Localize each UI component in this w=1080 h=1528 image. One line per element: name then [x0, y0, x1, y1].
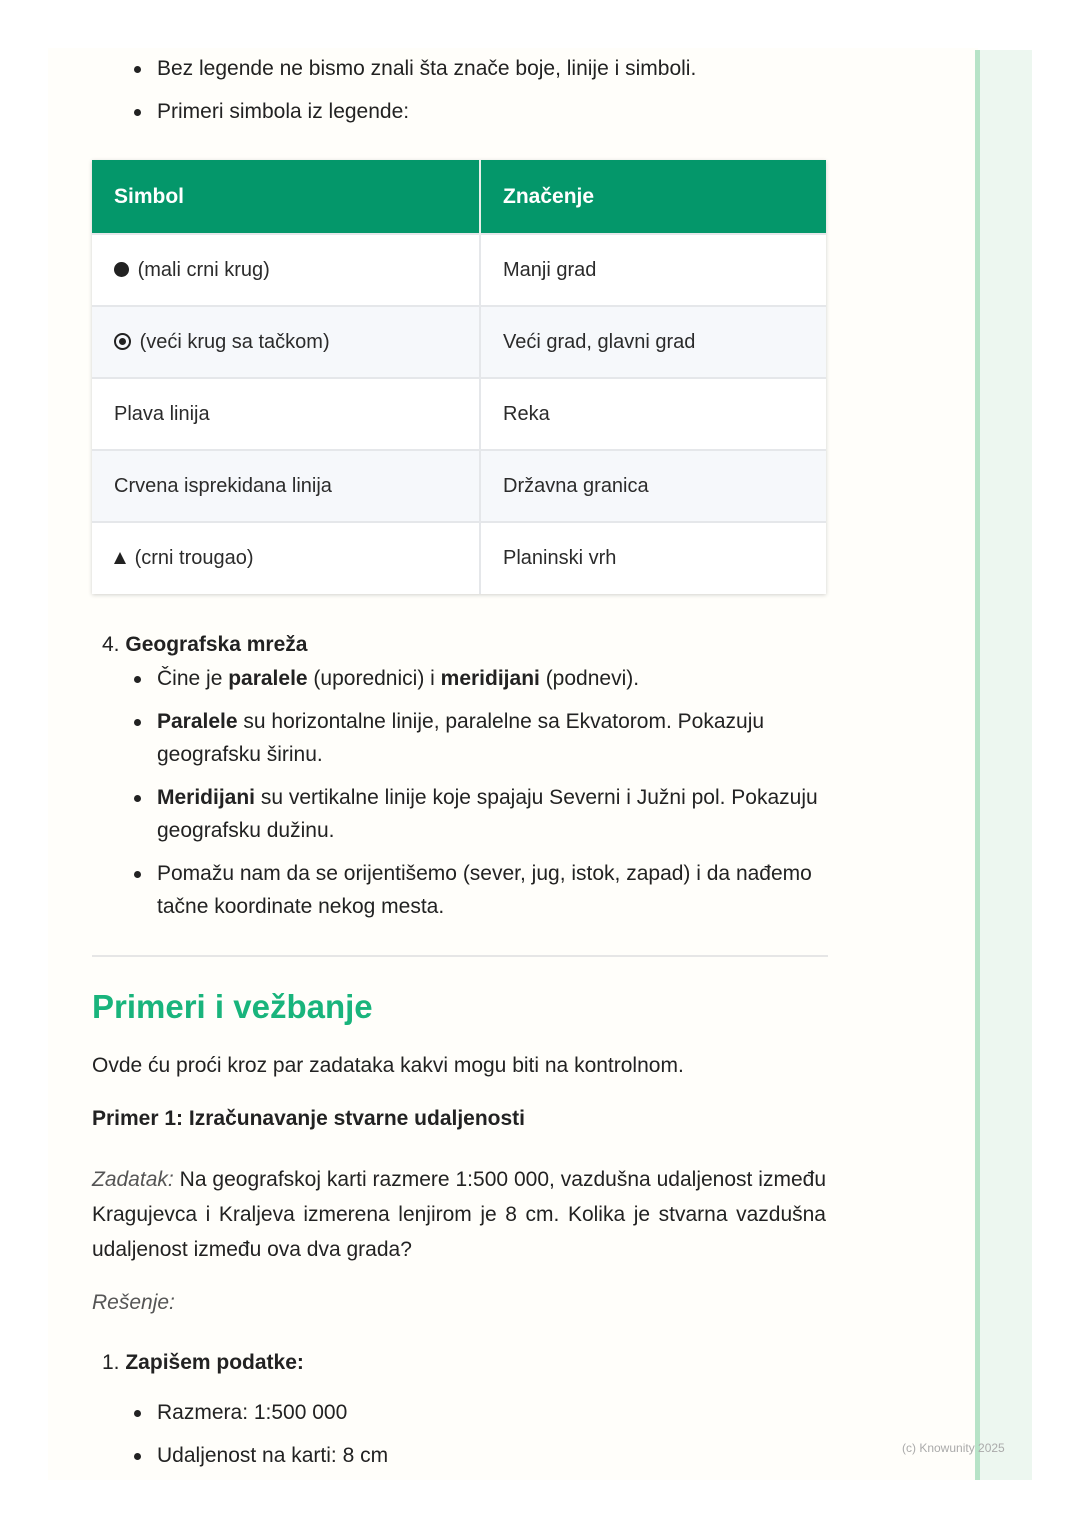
table-row — [92, 522, 826, 594]
examples-intro: Ovde ću proći kroz par zadataka kakvi mogu biti na kontrolnom. — [92, 1054, 684, 1077]
meaning-cell: Državna granica — [480, 450, 826, 522]
primer1-title: Primer 1: Izračunavanje stvarne udaljenosti — [92, 1107, 526, 1130]
zadatak-paragraph — [92, 1162, 826, 1267]
table-row — [92, 450, 826, 522]
legend-symbol-table — [92, 160, 826, 594]
list-item: Meridijani su vertikalne linije koje spajaju Severni i Južni pol. Pokazuju geografsku dužinu. — [92, 781, 828, 847]
section4-bullet-list — [92, 662, 828, 923]
symbol-cell: Crvena isprekidana linija — [92, 450, 480, 522]
section-title: Geografska mreža — [125, 633, 308, 656]
list-item: Razmera: 1:500 000 — [92, 1396, 828, 1429]
copyright-footer: (c) Knowunity 2025 — [902, 1441, 1005, 1455]
intro-bullet-list — [92, 52, 696, 138]
solution-step-1 — [92, 1348, 828, 1480]
table-row — [92, 306, 826, 378]
table-header-row — [92, 160, 826, 234]
resenje-label: Rešenje: — [92, 1291, 175, 1314]
column-header-symbol: Simbol — [92, 160, 480, 234]
meaning-cell: Reka — [480, 378, 826, 450]
section-divider — [92, 955, 828, 957]
table-row — [92, 378, 826, 450]
table-row — [92, 234, 826, 306]
side-margin-strip — [975, 50, 1032, 1480]
numbered-heading: 4. Geografska mreža — [102, 633, 308, 656]
meaning-cell: Planinski vrh — [480, 522, 826, 594]
zadatak-label: Zadatak: — [92, 1168, 174, 1191]
list-item: Čine je paralele (uporednici) i meridijani (podnevi). — [92, 662, 828, 695]
black-dot-icon — [114, 262, 129, 277]
list-item: Bez legende ne bismo znali šta znače boje, linije i simboli. — [92, 52, 696, 85]
symbol-text: (veći krug sa tačkom) — [139, 330, 330, 353]
zadatak-text: Na geografskoj karti razmere 1:500 000, vazdušna udaljenost između Kragujevca i Kraljeva izmerena lenjirom je 8 cm. Kolika je stvarna vazdušna udaljenost između ova dva grada? — [92, 1168, 826, 1261]
meaning-cell: Manji grad — [480, 234, 826, 306]
column-header-meaning: Značenje — [480, 160, 826, 234]
symbol-cell — [92, 522, 480, 594]
examples-heading: Primeri i vežbanje — [92, 988, 373, 1025]
dot-in-circle-icon — [114, 333, 131, 350]
numbered-heading: 1. Zapišem podatke: — [102, 1351, 304, 1374]
document-page — [48, 48, 978, 1480]
meaning-cell: Veći grad, glavni grad — [480, 306, 826, 378]
step-title: Zapišem podatke: — [125, 1351, 304, 1374]
symbol-cell — [92, 306, 480, 378]
symbol-cell — [92, 234, 480, 306]
symbol-text: (mali crni krug) — [137, 258, 270, 281]
symbol-cell: Plava linija — [92, 378, 480, 450]
list-item: Primeri simbola iz legende: — [92, 95, 696, 128]
black-triangle-icon — [114, 552, 126, 564]
list-item: Pomažu nam da se orijentišemo (sever, jug, istok, zapad) i da nađemo tačne koordinate nekog mesta. — [92, 857, 828, 923]
step1-bullet-list — [92, 1396, 828, 1472]
list-item: Paralele su horizontalne linije, paralelne sa Ekvatorom. Pokazuju geografsku širinu. — [92, 705, 828, 771]
section-geografska-mreza — [92, 630, 828, 933]
list-item: Udaljenost na karti: 8 cm — [92, 1439, 828, 1472]
symbol-text: (crni trougao) — [134, 547, 254, 569]
